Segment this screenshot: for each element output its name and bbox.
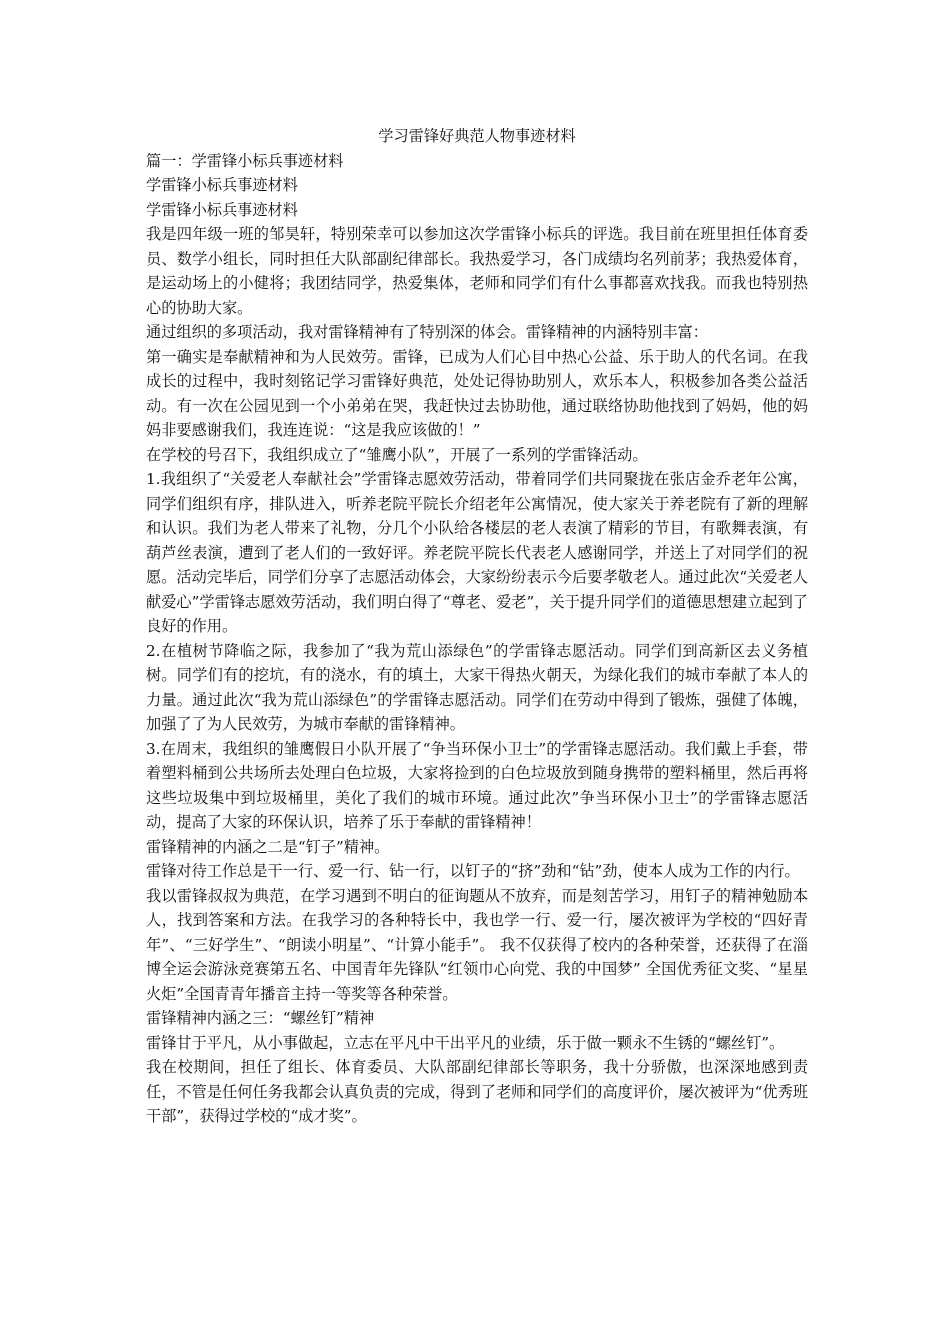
- document-page: [146, 124, 808, 1129]
- paragraph: 雷锋甘于平凡，从小事做起，立志在平凡中干出平凡的业绩，乐于做一颗永不生锈的“螺丝钉”。: [146, 1033, 785, 1052]
- paragraph: 雷锋精神内涵之三：“螺丝钉”精神: [146, 1009, 375, 1027]
- paragraph: 我以雷锋叔叔为典范，在学习遇到不明白的征询题从不放弃，而是刻苦学习，用钉子的精神勉励本人，找到答案和方法。在我学习的各种特长中，我也学一行、爱一行，屡次被评为学校的“四好青年”、“三好学生”、“朗读小明星”、“计算小能手”。 我不仅获得了校内的各种荣誉，还获得了在淄博全运会游泳竞赛第五名、中国青年先锋队“红领巾心向党、我的中国梦” 全国优秀征文奖、“星星火炬”全国青青年播音主持一等奖等各种荣誉。: [146, 886, 808, 1003]
- paragraph: 我在校期间，担任了组长、体育委员、大队部副纪律部长等职务，我十分骄傲，也深深地感到责任，不管是任何任务我都会认真负责的完成，得到了老师和同学们的高度评价，屡次被评为“优秀班干部”，获得过学校的“成才奖”。: [146, 1058, 808, 1125]
- paragraph: 第一确实是奉献精神和为人民效劳。雷锋，已成为人们心目中热心公益、乐于助人的代名词。在我成长的过程中，我时刻铭记学习雷锋好典范，处处记得协助别人，欢乐本人，积极参加各类公益活动。有一次在公园见到一个小弟弟在哭，我赶快过去协助他，通过联络协助他找到了妈妈，他的妈妈非要感谢我们，我连连说：“这是我应该做的！”: [146, 347, 808, 439]
- paragraph: 通过组织的多项活动，我对雷锋精神有了特别深的体会。雷锋精神的内涵特别丰富：: [146, 323, 708, 341]
- paragraph: 雷锋对待工作总是干一行、爱一行、钻一行，以钉子的“挤”劲和“钻”劲，使本人成为工作的内行。: [146, 862, 800, 880]
- subheading: 学雷锋小标兵事迹材料: [146, 176, 298, 194]
- paragraph: 1.我组织了“关爱老人奉献社会”学雷锋志愿效劳活动，带着同学们共同聚拢在张店金乔老年公寓，同学们组织有序，排队进入，听养老院平院长介绍老年公寓情况，使大家关于养老院有了新的理解和认识。我们为老人带来了礼物，分几个小队给各楼层的老人表演了精彩的节目，有歌舞表演，有葫芦丝表演，遭到了老人们的一致好评。养老院平院长代表老人感谢同学，并送上了对同学们的祝愿。活动完毕后，同学们分享了志愿活动体会，大家纷纷表示今后要孝敬老人。通过此次“关爱老人献爱心”学雷锋志愿效劳活动，我们明白得了“尊老、爱老”，关于提升同学们的道德思想建立起到了良好的作用。: [146, 470, 808, 635]
- document-title: 学习雷锋好典范人物事迹材料: [378, 127, 576, 145]
- paragraph: 我是四年级一班的邹昊轩，特别荣幸可以参加这次学雷锋小标兵的评选。我目前在班里担任体育委员、数学小组长，同时担任大队部副纪律部长。我热爱学习，各门成绩均名列前茅；我热爱体育，是运动场上的小健将；我团结同学，热爱集体，老师和同学们有什么事都喜欢找我。而我也特别热心的协助大家。: [146, 225, 808, 317]
- paragraph: 雷锋精神的内涵之二是“钉子”精神。: [146, 837, 390, 856]
- paragraph: 3.在周末，我组织的雏鹰假日小队开展了“争当环保小卫士”的学雷锋志愿活动。我们戴上手套，带着塑料桶到公共场所去处理白色垃圾，大家将捡到的白色垃圾放到随身携带的塑料桶里，然后再将这些垃圾集中到垃圾桶里，美化了我们的城市环境。通过此次”争当环保小卫士”的学雷锋志愿活动，提高了大家的环保认识，培养了乐于奉献的雷锋精神！: [146, 739, 808, 831]
- paragraph: 在学校的号召下，我组织成立了“雏鹰小队”，开展了一系列的学雷锋活动。: [146, 445, 648, 464]
- paragraph: 2.在植树节降临之际，我参加了“我为荒山添绿色”的学雷锋志愿活动。同学们到高新区去义务植树。同学们有的挖坑，有的浇水，有的填土，大家干得热火朝天，为绿化我们的城市奉献了本人的力量。通过此次“我为荒山添绿色”的学雷锋志愿活动。同学们在劳动中得到了锻炼，强健了体魄，加强了了为人民效劳，为城市奉献的雷锋精神。: [146, 641, 808, 733]
- subheading: 学雷锋小标兵事迹材料: [146, 200, 298, 219]
- section-heading: 篇一：学雷锋小标兵事迹材料: [146, 151, 344, 170]
